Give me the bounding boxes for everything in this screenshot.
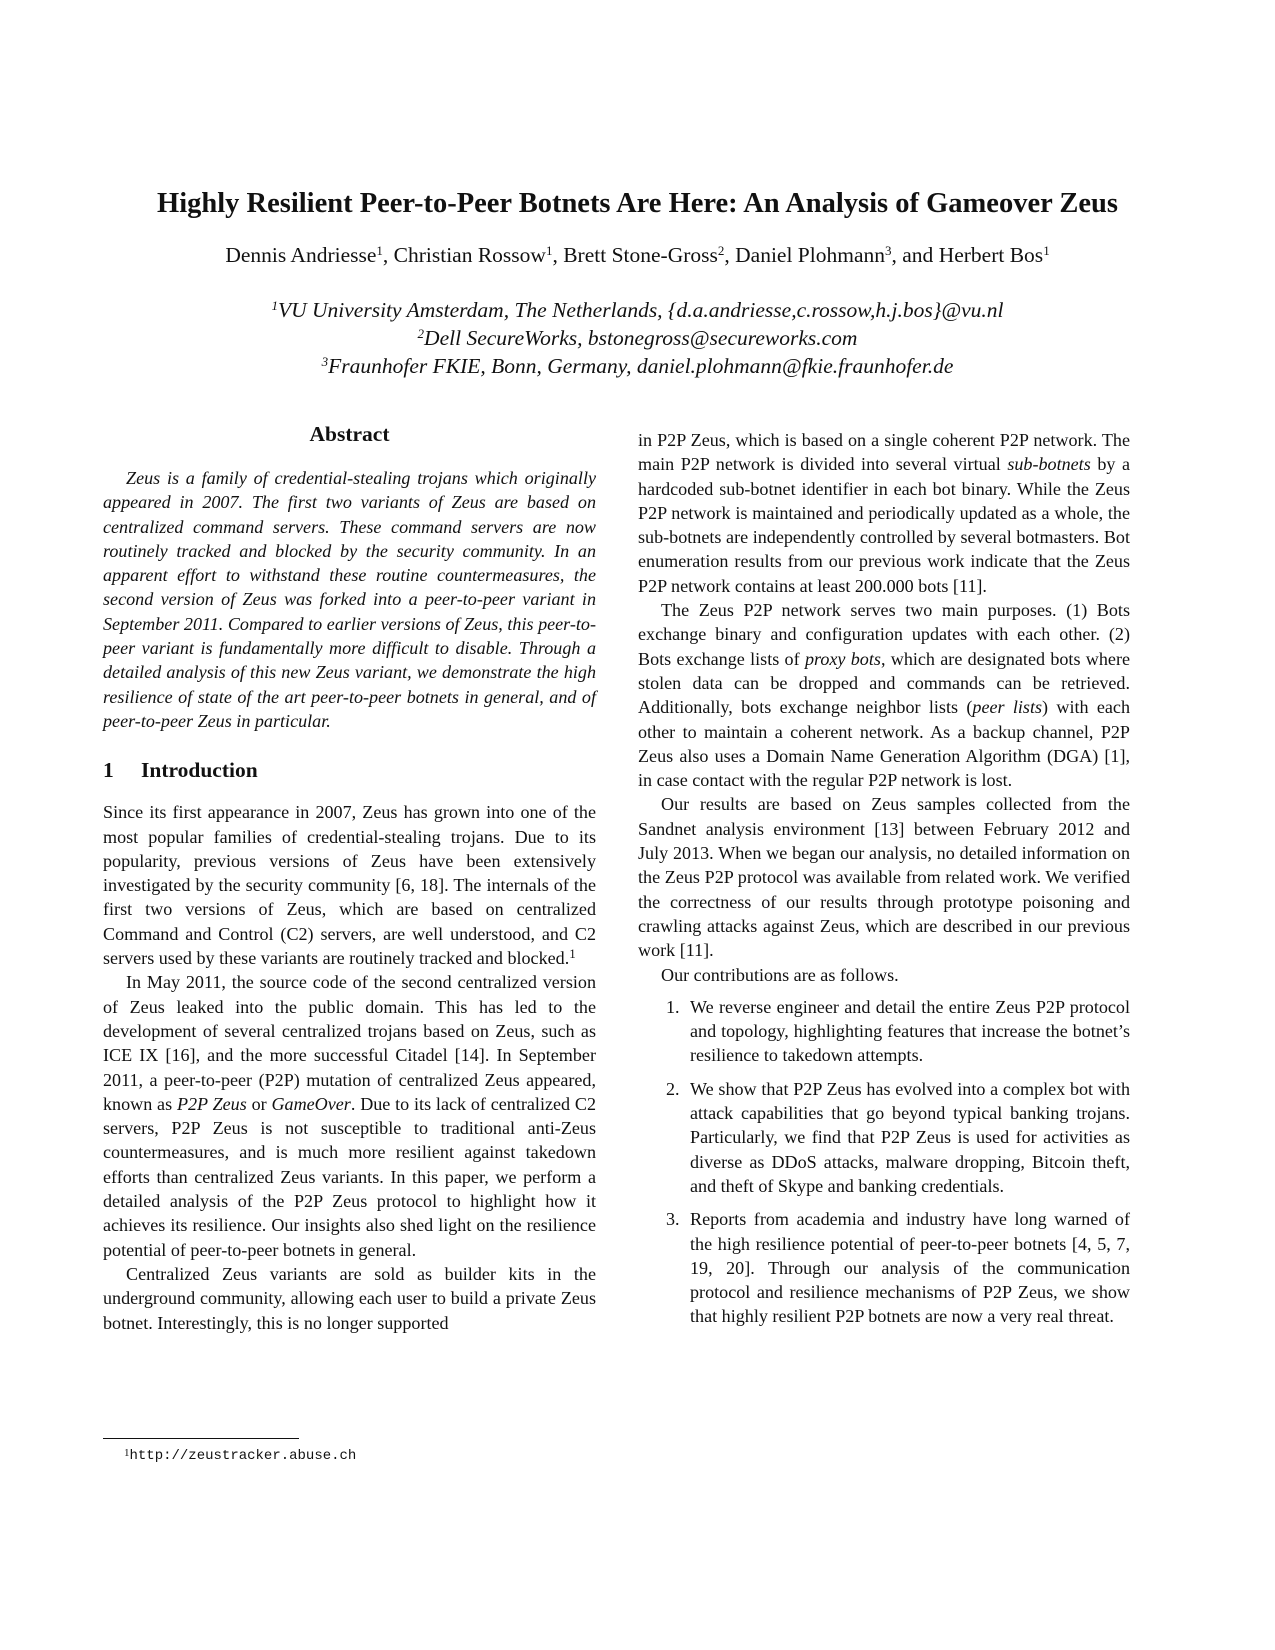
author-list xyxy=(0,241,1275,269)
paragraph: Our results are based on Zeus samples collected from the Sandnet analysis environment [13] between February 2012 and July 2013. When we began our analysis, no detailed information on the Zeus P2P protocol was available from related work. We verified the correctness of our results through prototype poisoning and crawling attacks against Zeus, which are described in our previous work [11]. xyxy=(638,794,1130,961)
footnote-url[interactable]: http://zeustracker.abuse.ch xyxy=(129,1448,357,1464)
right-column xyxy=(638,428,1130,1338)
abstract-text: Zeus is a family of credential-stealing trojans which originally appeared in 2007. The first two variants of Zeus are based on centralized command servers. These command servers are now routinely tracked and blocked by the security community. In an apparent effort to withstand these routine countermeasures, the second version of Zeus was forked into a peer-to-peer variant in September 2011. Compared to earlier versions of Zeus, this peer-to-peer variant is fundamentally more difficult to disable. Through a detailed analysis of this new Zeus variant, we demonstrate the high resilience of state of the art peer-to-peer botnets in general, and of peer-to-peer Zeus in particular. xyxy=(103,468,596,731)
affiliation: $^2$Dell SecureWorks, bstonegross@secureworks.com xyxy=(417,326,858,350)
paragraph: Since its first appearance in 2007, Zeus has grown into one of the most popular families of credential-stealing trojans. Due to its popularity, previous versions of Zeus have been extensively investigated by the security community [6, 18]. The internals of the first two versions of Zeus, which are based on centralized Command and Control (C2) servers, are well understood, and C2 servers used by these variants are routinely tracked and blocked.$^1$ xyxy=(103,802,596,969)
list-item: 1. We reverse engineer and detail the entire Zeus P2P protocol and topology, highlighting features that increase the botnet’s resilience to takedown attempts. xyxy=(666,996,1130,1066)
paragraph: Centralized Zeus variants are sold as builder kits in the underground community, allowing each user to build a private Zeus botnet. Interestingly, this is no longer supported xyxy=(103,1263,596,1333)
affiliation: $^1$VU University Amsterdam, The Netherlands, {d.a.andriesse,c.rossow,h.j.bos}@vu.nl xyxy=(271,298,1004,322)
contribution-list xyxy=(638,995,1130,1329)
author: Daniel Plohmann$^3$, and xyxy=(735,243,939,267)
affiliation: $^3$Fraunhofer FKIE, Bonn, Germany, daniel.plohmann@fkie.fraunhofer.de xyxy=(321,354,954,378)
footnote-marker: 1 xyxy=(569,946,576,962)
author: Dennis Andriesse$^1$, xyxy=(225,243,394,267)
affiliation-list xyxy=(0,296,1275,380)
author: Christian Rossow$^1$, xyxy=(393,243,564,267)
footnote-divider xyxy=(103,1438,299,1439)
list-item: 3. Reports from academia and industry have long warned of the high resilience potential of peer-to-peer botnets [4, 5, 7, 19, 20]. Through our analysis of the communication protocol and resilience mechanisms of P2P Zeus, we show that highly resilient P2P botnets are now a very real threat. xyxy=(666,1209,1130,1327)
author: Herbert Bos$^1$ xyxy=(938,243,1050,267)
paragraph: in P2P Zeus, which is based on a single coherent P2P network. The main P2P network is divided into several virtual sub-botnets by a hardcoded sub-botnet identifier in each bot binary. While the Zeus P2P network is maintained and periodically updated as a whole, the sub-botnets are independently controlled by several botmasters. Bot enumeration results from our previous work indicate that the Zeus P2P network contains at least 200.000 bots [11]. xyxy=(638,430,1130,596)
paragraph: Our contributions are as follows. xyxy=(661,964,899,985)
list-item: 2. We show that P2P Zeus has evolved into a complex bot with attack capabilities that go beyond typical banking trojans. Particularly, we find that P2P Zeus is used for activities as diverse as DDoS attacks, malware dropping, Bitcoin theft, and theft of Skype and banking credentials. xyxy=(666,1078,1130,1196)
section-heading-introduction: 1 Introduction xyxy=(103,758,258,783)
footnote: $^1$http://zeustracker.abuse.ch xyxy=(124,1447,357,1464)
left-column xyxy=(103,420,596,1335)
paper-title: Highly Resilient Peer-to-Peer Botnets Are Here: An Analysis of Gameover Zeus xyxy=(157,188,1118,219)
paragraph: The Zeus P2P network serves two main purposes. (1) Bots exchange binary and configuration updates with each other. (2) Bots exchange lists of proxy bots, which are designated bots where stolen data can be dropped and commands can be retrieved. Additionally, bots exchange neighbor lists (peer lists) with each other to maintain a coherent network. As a backup channel, P2P Zeus also uses a Domain Name Generation Algorithm (DGA) [1], in case contact with the regular P2P network is lost. xyxy=(638,600,1131,791)
paragraph: In May 2011, the source code of the second centralized version of Zeus leaked into the public domain. This has led to the development of several centralized trojans based on Zeus, such as ICE IX [16], and the more successful Citadel [14]. In September 2011, a peer-to-peer (P2P) mutation of centralized Zeus appeared, known as P2P Zeus or GameOver. Due to its lack of centralized C2 servers, P2P Zeus is not susceptible to traditional anti-Zeus countermeasures, and is much more resilient against takedown efforts than centralized Zeus variants. In this paper, we perform a detailed analysis of the P2P Zeus protocol to highlight how it achieves its resilience. Our insights also shed light on the resilience potential of peer-to-peer botnets in general. xyxy=(103,972,597,1260)
author: Brett Stone-Gross$^2$, xyxy=(563,243,736,267)
abstract-heading: Abstract xyxy=(309,422,390,446)
